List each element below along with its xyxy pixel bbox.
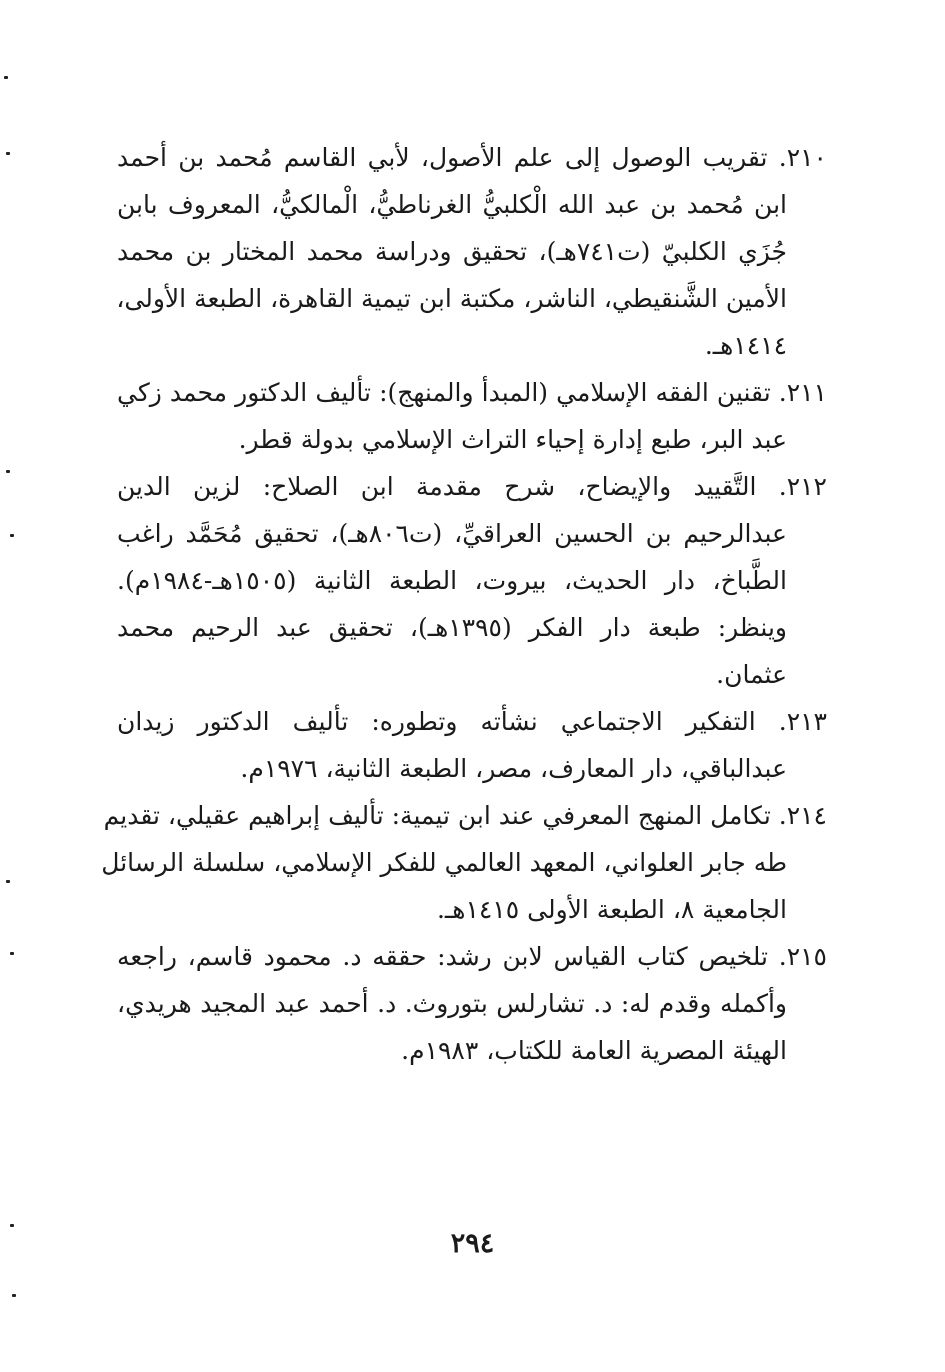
entry-line: عبدالباقي، دار المعارف، مصر، الطبعة الثانية، ١٩٧٦م. bbox=[240, 754, 787, 783]
scan-speck bbox=[4, 76, 8, 79]
entry-line: ٢١٤. تكامل المنهج المعرفي عند ابن تيمية: تأليف إبراهيم عقيلي، تقديم bbox=[103, 801, 827, 830]
bibliography-list bbox=[101, 134, 827, 1074]
entry-line: عثمان. bbox=[716, 660, 787, 689]
entry-line: طه جابر العلواني، المعهد العالمي للفكر الإسلامي، سلسلة الرسائل bbox=[101, 848, 787, 877]
scan-speck bbox=[10, 534, 14, 537]
entry-line: ابن مُحمد بن عبد الله الْكلبيُّ الغرناطيُّ، الْمالكيُّ، المعروف بابن bbox=[117, 190, 787, 219]
entry-line: عبدالرحيم بن الحسين العراقيِّ، (ت٨٠٦هـ)، تحقيق مُحَمَّد راغب bbox=[117, 519, 787, 548]
entry-line: الطَّباخ، دار الحديث، بيروت، الطبعة الثانية (١٥٠٥هـ-١٩٨٤م). bbox=[117, 566, 787, 595]
page-number: ٢٩٤ bbox=[450, 1228, 495, 1259]
scan-speck bbox=[10, 952, 14, 955]
scan-speck bbox=[6, 152, 10, 155]
entry-line: ٢١٠. تقريب الوصول إلى علم الأصول، لأبي القاسم مُحمد بن أحمد bbox=[117, 143, 827, 172]
bibliography-entry-211 bbox=[117, 369, 827, 463]
bibliography-entry-210 bbox=[116, 134, 827, 369]
entry-line: ٢١١. تقنين الفقه الإسلامي (المبدأ والمنهج): تأليف الدكتور محمد زكي bbox=[117, 378, 827, 407]
entry-line: عبد البر، طبع إدارة إحياء التراث الإسلامي بدولة قطر. bbox=[238, 425, 787, 454]
entry-line: وأكمله وقدم له: د. تشارلس بتوروث. د. أحمد عبد المجيد هريدي، bbox=[117, 989, 787, 1018]
entry-line: جُزَي الكلبيّ (ت٧٤١هـ)، تحقيق ودراسة محمد المختار بن محمد bbox=[117, 237, 787, 266]
entry-line: ٢١٢. التَّقييد والإيضاح، شرح مقدمة ابن الصلاح: لزين الدين bbox=[117, 472, 827, 501]
scan-speck bbox=[6, 880, 10, 883]
entry-line: ١٤١٤هـ. bbox=[704, 331, 787, 360]
scan-speck bbox=[6, 470, 10, 473]
entry-line: ٢١٣. التفكير الاجتماعي نشأته وتطوره: تأليف الدكتور زيدان bbox=[117, 707, 827, 736]
bibliography-entry-212 bbox=[117, 463, 827, 698]
entry-line: الهيئة المصرية العامة للكتاب، ١٩٨٣م. bbox=[401, 1036, 787, 1065]
entry-line: وينظر: طبعة دار الفكر (١٣٩٥هـ)، تحقيق عبد الرحيم محمد bbox=[117, 613, 787, 642]
entry-line: الأمين الشَّنقيطي، الناشر، مكتبة ابن تيمية القاهرة، الطبعة الأولى، bbox=[116, 284, 787, 313]
scan-speck bbox=[12, 1294, 16, 1297]
entry-line: ٢١٥. تلخيص كتاب القياس لابن رشد: حققه د. محمود قاسم، راجعه bbox=[117, 942, 827, 971]
bibliography-entry-214 bbox=[101, 792, 827, 933]
entry-line: الجامعية ٨، الطبعة الأولى ١٤١٥هـ. bbox=[436, 895, 787, 924]
bibliography-entry-215 bbox=[117, 933, 827, 1074]
bibliography-entry-213 bbox=[117, 698, 827, 792]
scan-speck bbox=[10, 1224, 14, 1227]
